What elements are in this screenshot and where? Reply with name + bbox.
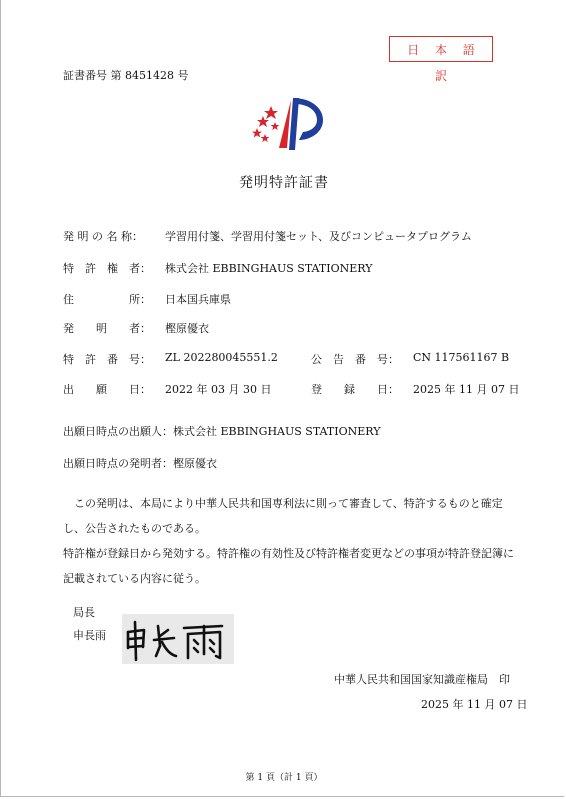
grant-statement-paragraph: この発明は、本局により中華人民共和国専利法に則って審査して、特許するものと確定し、公告されたものである。	[63, 497, 503, 535]
patent-number-value: ZL 202280045551.2	[165, 351, 278, 364]
cnipa-logo-icon	[249, 92, 329, 154]
publication-number-label: 公 告 番 号：	[311, 353, 399, 366]
issuing-authority: 中華人民共和国国家知識産権局 印	[334, 673, 510, 686]
applicant-at-filing: 出願日時点の出願人：株式会社 EBBINGHAUS STATIONERY	[63, 425, 381, 438]
inventor-label: 発 明 者：	[63, 322, 151, 335]
patentee-value: 株式会社 EBBINGHAUS STATIONERY	[165, 262, 373, 275]
effect-statement-paragraph: 特許権が登録日から発効する。特許権の有効性及び特許権者変更などの事項が特許登記簿に記載されている内容に従う。	[63, 547, 514, 585]
invention-name-value: 学習用付箋、学習用付箋セット、及びコンピュータプログラム	[165, 230, 472, 243]
filing-date-value: 2022 年 03 月 30 日	[165, 383, 272, 396]
publication-number-value: CN 117561167 B	[413, 351, 510, 364]
japanese-translation-stamp: 日 本 語 訳	[389, 36, 493, 62]
issue-date: 2025 年 11 月 07 日	[421, 698, 528, 711]
director-title: 局長	[73, 606, 95, 619]
inventor-at-filing: 出願日時点の発明者：樫原優衣	[63, 457, 217, 470]
address-label: 住 所：	[63, 293, 151, 306]
director-name: 申長雨	[73, 629, 106, 642]
registration-date-value: 2025 年 11 月 07 日	[413, 383, 520, 396]
address-value: 日本国兵庫県	[165, 293, 231, 306]
document-title: 発明特許証書	[239, 175, 329, 191]
invention-name-label: 発 明 の 名 称：	[63, 230, 143, 243]
handwritten-signature-icon	[122, 614, 234, 664]
page-footer: 第 1 頁（計 1 頁）	[245, 773, 323, 783]
patent-number-label: 特 許 番 号：	[63, 353, 151, 366]
certificate-number: 証書番号 第 8451428 号	[63, 69, 189, 82]
patentee-label: 特 許 権 者：	[63, 262, 151, 275]
inventor-value: 樫原優衣	[165, 322, 209, 335]
registration-date-label: 登 録 日：	[311, 383, 399, 396]
filing-date-label: 出 願 日：	[63, 383, 151, 396]
director-signature	[122, 614, 234, 664]
